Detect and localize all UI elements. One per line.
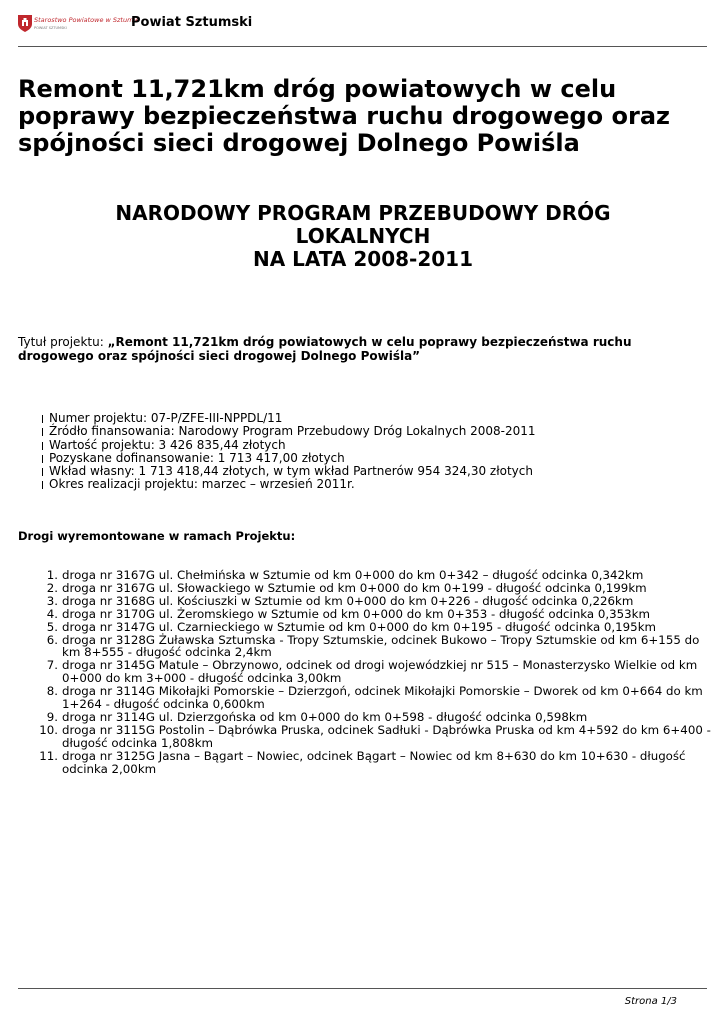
info-item	[42, 478, 536, 491]
logo-text: Starostwo Powiatowe w Sztumie	[34, 16, 140, 24]
road-number: 11.	[39, 748, 58, 763]
info-item	[42, 439, 536, 452]
road-text: droga nr 3114G Mikołajki Pomorskie – Dzierzgoń, odcinek Mikołajki Pomorskie – Dworek od km 0+664 do km 1+264 - długość odcinka 0,600km	[62, 684, 703, 712]
road-number: 1.	[46, 568, 58, 582]
project-title-paragraph	[18, 336, 708, 363]
road-text: droga nr 3145G Matule – Obrzynowo, odcinek od drogi wojewódzkiej nr 515 – Monasterzysko Wielkie od km 0+000 do km 3+000 - długość odcinka 3,00km	[62, 658, 698, 686]
page-number: Strona 1/3	[624, 996, 677, 1007]
road-number: 3.	[46, 593, 58, 608]
info-item	[42, 465, 536, 478]
logo-subtext: POWIAT SZTUMSKI	[34, 26, 67, 30]
project-title-label: Tytuł projektu:	[18, 335, 108, 349]
road-text: droga nr 3168G ul. Kościuszki w Sztumie od km 0+000 do km 0+226 - długość odcinka 0,226km	[62, 593, 634, 608]
info-item-text: Okres realizacji projektu: marzec – wrzesień 2011r.	[49, 477, 355, 492]
roads-list	[18, 569, 718, 776]
road-text: droga nr 3128G Żuławska Sztumska - Tropy Sztumskie, odcinek Bukowo – Tropy Sztumskie od km 6+155 do km 8+555 - długość odcinka 2,4km	[62, 632, 700, 660]
program-title-line-2: LOKALNYCH	[295, 224, 431, 248]
road-number: 9.	[46, 709, 58, 724]
starostwo-logo[interactable]	[18, 14, 140, 36]
road-text: droga nr 3125G Jasna – Bągart – Nowiec, odcinek Bągart – Nowiec od km 8+630 do km 10+630 - długość odcinka 2,00km	[62, 748, 686, 776]
road-text: droga nr 3167G ul. Chełmińska w Sztumie od km 0+000 do km 0+342 – długość odcinka 0,342km	[62, 568, 644, 582]
site-name[interactable]: Powiat Sztumski	[131, 15, 253, 30]
road-item	[18, 634, 718, 660]
road-item	[18, 659, 718, 685]
road-number: 5.	[46, 619, 58, 634]
road-item	[18, 724, 718, 750]
bullet-marker	[42, 455, 43, 463]
bullet-marker	[42, 468, 43, 476]
road-number: 8.	[46, 684, 58, 699]
road-text: droga nr 3114G ul. Dzierzgońska od km 0+000 do km 0+598 - długość odcinka 0,598km	[62, 709, 588, 724]
road-number: 10.	[39, 722, 58, 737]
road-number: 7.	[46, 658, 58, 673]
road-number: 4.	[46, 606, 58, 621]
project-info-list	[42, 412, 536, 492]
bullet-marker	[42, 428, 43, 436]
page-header	[18, 12, 708, 36]
road-text: droga nr 3170G ul. Żeromskiego w Sztumie od km 0+000 do km 0+353 - długość odcinka 0,353km	[62, 606, 651, 621]
program-title-line-1: NARODOWY PROGRAM PRZEBUDOWY DRÓG	[115, 201, 611, 225]
header-divider	[18, 46, 707, 47]
road-number: 2.	[46, 580, 58, 595]
info-item-text: Wartość projektu: 3 426 835,44 złotych	[49, 437, 286, 452]
footer-divider	[18, 988, 707, 989]
info-item-text: Źródło finansowania: Narodowy Program Przebudowy Dróg Lokalnych 2008-2011	[49, 424, 536, 439]
bullet-marker	[42, 415, 43, 423]
road-number: 6.	[46, 632, 58, 647]
road-item	[18, 685, 718, 711]
road-text: droga nr 3147G ul. Czarnieckiego w Sztumie od km 0+000 do km 0+195 - długość odcinka 0,195km	[62, 619, 657, 634]
info-item-text: Wkład własny: 1 713 418,44 złotych, w tym wkład Partnerów 954 324,30 złotych	[49, 464, 533, 479]
coat-of-arms-icon	[18, 15, 32, 32]
info-item-text: Numer projektu: 07-P/ZFE-III-NPPDL/11	[49, 411, 283, 425]
road-text: droga nr 3115G Postolin – Dąbrówka Pruska, odcinek Sadłuki - Dąbrówka Pruska od km 4+592 do km 6+400 - długość odcinka 1,808km	[62, 722, 711, 750]
project-title-text: „Remont 11,721km dróg powiatowych w celu poprawy bezpieczeństwa ruchu drogowego oraz spójności sieci drogowej Dolnego Powiśla”	[18, 335, 632, 363]
page-title: Remont 11,721km dróg powiatowych w celu poprawy bezpieczeństwa ruchu drogowego oraz spójności sieci drogowej Dolnego Powiśla	[18, 75, 671, 157]
program-title	[18, 202, 708, 271]
program-title-line-3: NA LATA 2008-2011	[252, 247, 473, 271]
info-item-text: Pozyskane dofinansowanie: 1 713 417,00 złotych	[49, 450, 345, 465]
info-item	[42, 452, 536, 465]
road-item	[18, 750, 718, 776]
bullet-marker	[42, 481, 43, 489]
info-item	[42, 425, 536, 438]
road-text: droga nr 3167G ul. Słowackiego w Sztumie od km 0+000 do km 0+199 - długość odcinka 0,199km	[62, 580, 647, 595]
bullet-marker	[42, 442, 43, 450]
roads-heading: Drogi wyremontowane w ramach Projektu:	[18, 529, 296, 543]
